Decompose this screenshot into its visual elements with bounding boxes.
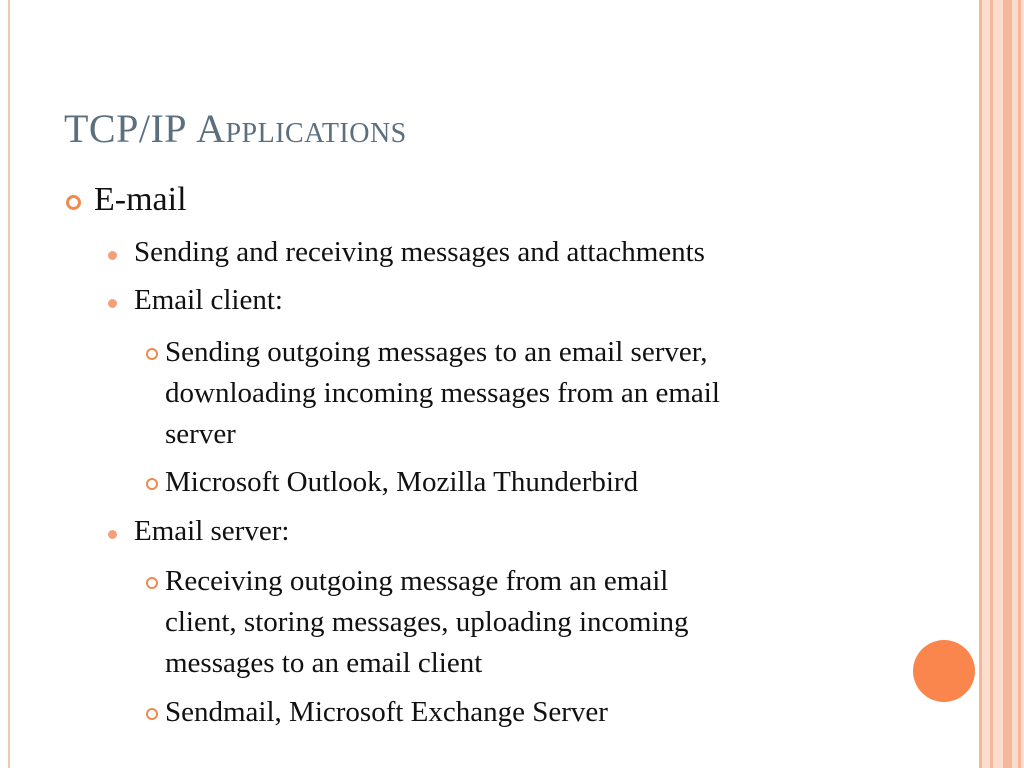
list-item-level3-line: Sending outgoing messages to an email server, [165, 336, 708, 368]
ring-bullet-icon [146, 577, 158, 589]
ring-bullet-icon [146, 348, 158, 360]
list-item-level3-line: server [165, 418, 236, 450]
ring-bullet-icon [146, 478, 158, 490]
slide-title-smallcaps: Applications [196, 106, 407, 151]
list-item-level1: E-mail [94, 181, 187, 218]
right-stripe [979, 0, 982, 768]
slide-title-main: TCP/IP [64, 106, 197, 151]
list-item-level3-line: Microsoft Outlook, Mozilla Thunderbird [165, 466, 639, 498]
list-item-level3-line: client, storing messages, uploading incoming [165, 606, 689, 638]
list-item-level3-line: Receiving outgoing message from an email [165, 565, 669, 597]
slide-title [64, 105, 407, 152]
list-item-level3-line: messages to an email client [165, 647, 483, 679]
list-item-level3-line: downloading incoming messages from an email [165, 377, 720, 409]
list-item-level3-line: Sendmail, Microsoft Exchange Server [165, 696, 608, 728]
ring-bullet-icon [146, 708, 158, 720]
list-item-level2: Email server: [134, 515, 290, 547]
dot-bullet-icon [108, 530, 117, 539]
right-stripe [1003, 0, 1012, 768]
list-item-level2: Sending and receiving messages and attachments [134, 236, 705, 268]
dot-bullet-icon [108, 251, 117, 260]
left-border-line [8, 0, 10, 768]
decorative-orange-circle [913, 640, 975, 702]
ring-bullet-icon [66, 195, 81, 210]
list-item-level2: Email client: [134, 284, 283, 316]
right-stripe [1018, 0, 1021, 768]
right-stripe [990, 0, 993, 768]
dot-bullet-icon [108, 299, 117, 308]
